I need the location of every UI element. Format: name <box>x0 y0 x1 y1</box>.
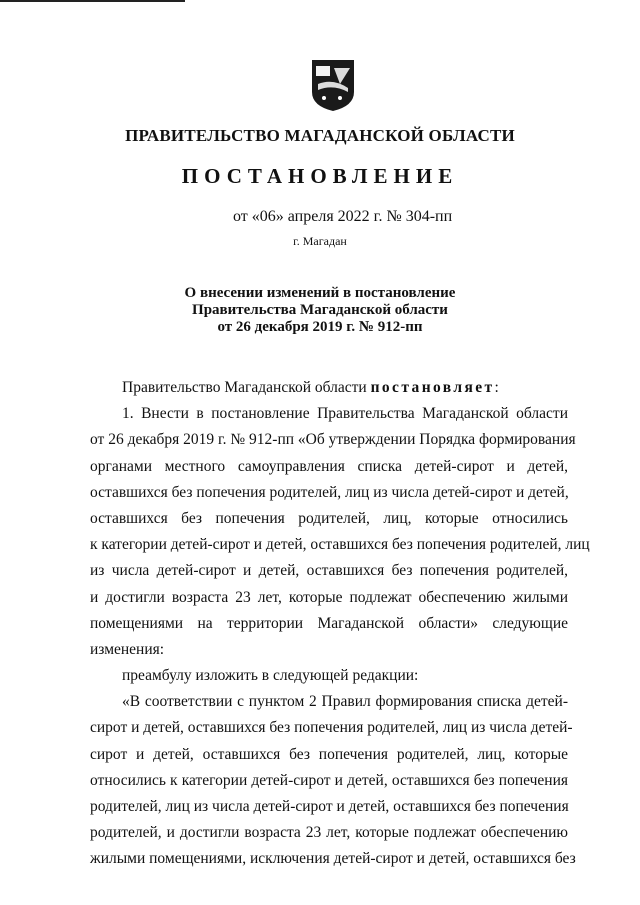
body-line: помещениями на территории Магаданской области» следующие <box>90 614 568 632</box>
document-type: ПОСТАНОВЛЕНИЕ <box>181 164 459 188</box>
body-line: оставшихся без попечения родителей, лиц, которые относились <box>90 509 568 527</box>
body-line: «В соответствии с пунктом 2 Правил формирования списка детей- <box>122 693 568 711</box>
title-line: от 26 декабря 2019 г. № 912-пп <box>217 319 423 335</box>
body-line: к категории детей-сирот и детей, оставшихся без попечения родителей, лиц <box>90 536 590 554</box>
intro-paragraph <box>90 375 568 401</box>
title-line: Правительства Магаданской области <box>192 302 448 318</box>
city: г. Магадан <box>293 234 347 248</box>
organization-name: ПРАВИТЕЛЬСТВО МАГАДАНСКОЙ ОБЛАСТИ <box>125 126 515 145</box>
body-line: сирот и детей, оставшихся без попечения родителей, лиц из числа детей- <box>90 719 573 737</box>
body-line: относились к категории детей-сирот и детей, оставшихся без попечения <box>90 771 568 789</box>
intro-suffix: : <box>494 379 499 396</box>
body-line: 1. Внести в постановление Правительства Магаданской области <box>122 405 568 423</box>
document-body <box>90 375 590 873</box>
body-line: сирот и детей, оставшихся без попечения родителей, лиц, которые <box>90 745 568 763</box>
scan-edge-line <box>0 0 185 2</box>
body-line: и достигли возраста 23 лет, которые подлежат обеспечению жилыми <box>90 588 568 606</box>
body-line: преамбулу изложить в следующей редакции: <box>122 667 419 685</box>
body-line: родителей, лиц из числа детей-сирот и детей, оставшихся без попечения <box>90 798 569 815</box>
title-line: О внесении изменений в постановление <box>184 285 456 301</box>
date-and-number: от «06» апреля 2022 г. № 304-пп <box>233 208 453 225</box>
body-line: от 26 декабря 2019 г. № 912-пп «Об утверждении Порядка формирования <box>90 431 576 449</box>
intro-prefix: Правительство Магаданской области <box>122 379 371 396</box>
intro-keyword: постановляет <box>370 379 495 396</box>
coat-of-arms-emblem <box>310 58 356 112</box>
document-title <box>0 285 640 336</box>
body-line: родителей, и достигли возраста 23 лет, которые подлежат обеспечению <box>90 824 568 842</box>
body-line: из числа детей-сирот и детей, оставшихся без попечения родителей, <box>90 562 568 580</box>
body-line: жилыми помещениями, исключения детей-сирот и детей, оставшихся без <box>90 850 576 868</box>
body-line: органами местного самоуправления списка детей-сирот и детей, <box>90 457 568 475</box>
body-line: изменения: <box>90 640 165 658</box>
body-line: оставшихся без попечения родителей, лиц из числа детей-сирот и детей, <box>90 483 569 501</box>
